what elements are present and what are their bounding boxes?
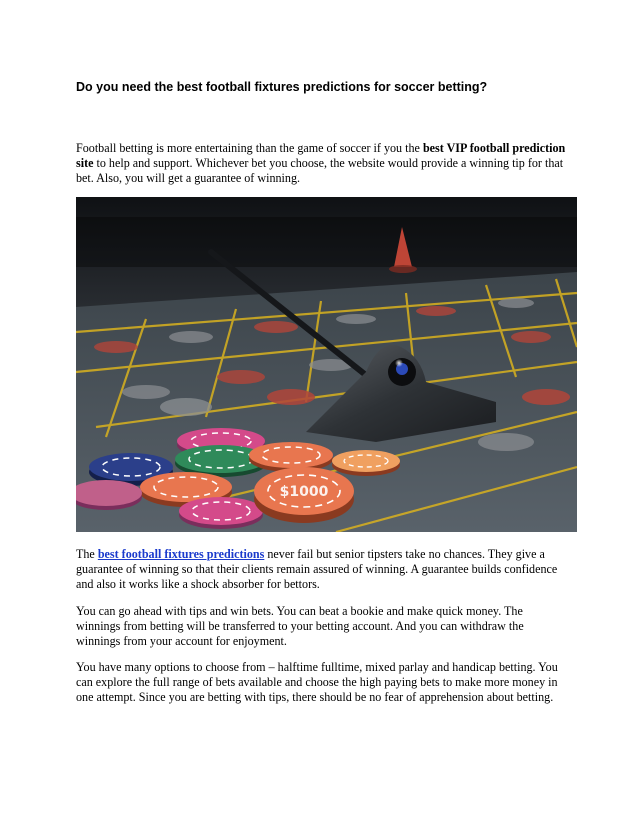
- paragraph-predictions: [76, 547, 566, 593]
- document-title: Do you need the best football fixtures predictions for soccer betting?: [76, 80, 488, 94]
- paragraph-intro-text-end: to help and support. Whichever bet you choose, the website would provide a winning tip for that bet. Also, you will get a guarantee of winning.: [76, 156, 564, 186]
- paragraph-predictions-text-start: The: [76, 547, 98, 561]
- roulette-photo-illustration: [76, 197, 577, 532]
- paragraph-intro-text-start: Football betting is more entertaining than the game of soccer if you the: [76, 141, 423, 155]
- background-shadow: [76, 217, 577, 267]
- fixtures-predictions-link[interactable]: best football fixtures predictions: [97, 547, 265, 561]
- paragraph-intro-bold-phrase: best VIP football prediction site: [76, 141, 566, 171]
- paragraph-winnings: You can go ahead with tips and win bets. You can beat a bookie and make quick money. The winnings from betting will be transferred to your betting account. And you can withdraw the winnings from your account for enjoyment.: [76, 604, 524, 649]
- chip-value-label: $1000: [279, 484, 329, 500]
- paragraph-predictions-text-end: never fail but senior tipsters take no chances. They give a guarantee of winning so that their clients remain assured of winning. A guarantee builds confidence and also it works like a shock absorber for bettors.: [76, 547, 558, 592]
- roulette-table-photo: [76, 197, 577, 532]
- paragraph-intro: [76, 141, 566, 187]
- paragraph-options: You have many options to choose from – halftime fulltime, mixed parlay and handicap betting. You can explore the full range of bets available and choose the high paying bets to make more money in one attempt. Since you are betting with tips, there should be no fear of apprehension about betting.: [76, 660, 558, 705]
